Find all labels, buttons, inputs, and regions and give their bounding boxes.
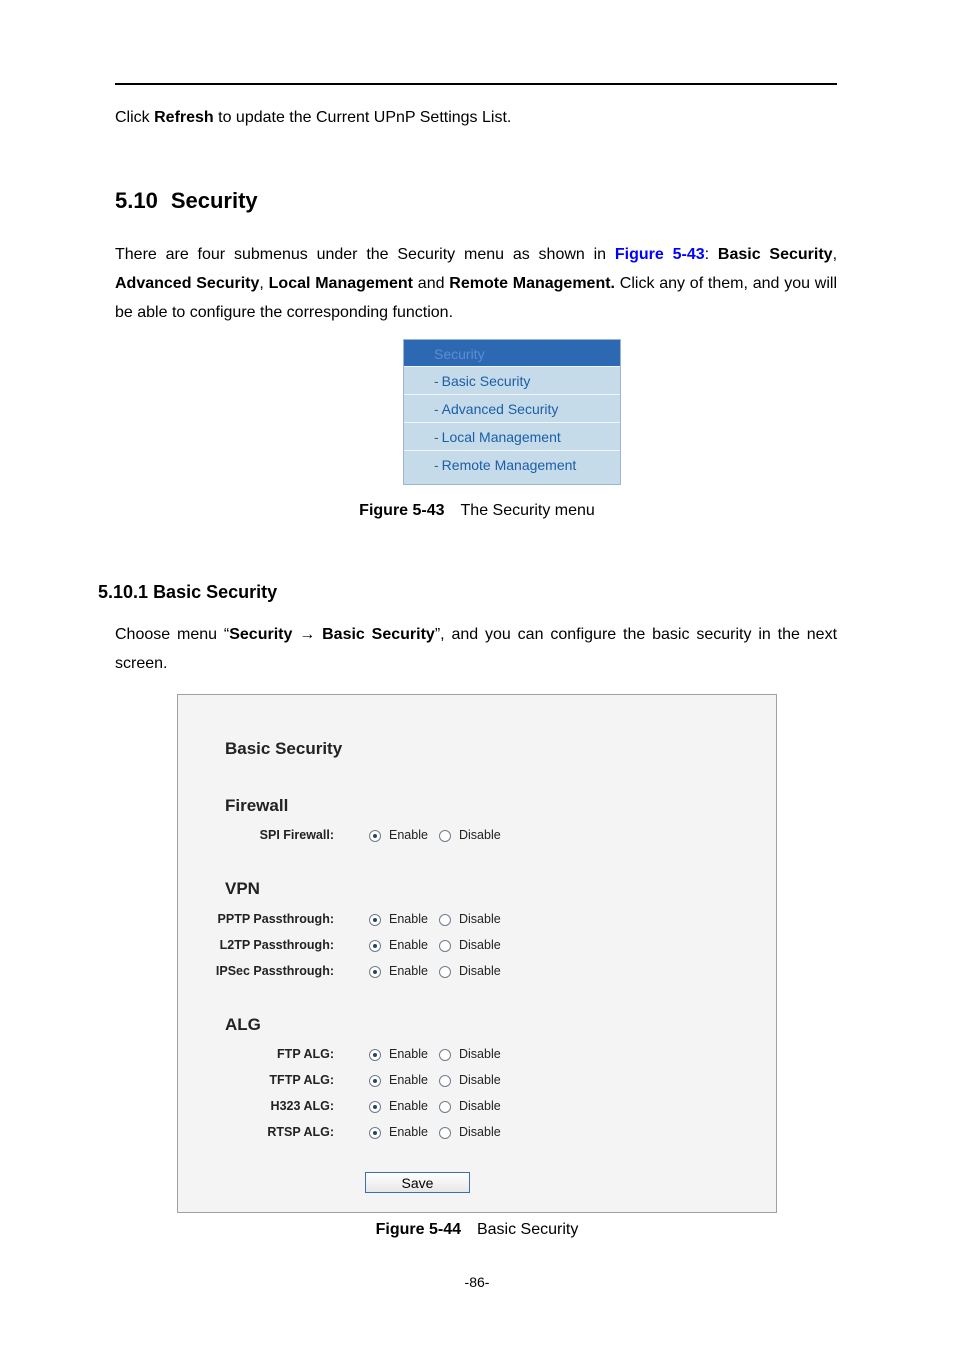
- subsection-title: Basic Security: [153, 582, 278, 602]
- l2tp-passthrough-row: [178, 936, 778, 956]
- l2tp-passthrough-label: L2TP Passthrough:: [219, 938, 334, 952]
- subsection-paragraph: [115, 620, 837, 678]
- pptp-passthrough-enable-radio[interactable]: [369, 914, 381, 926]
- rtsp-alg-label: RTSP ALG:: [267, 1125, 334, 1139]
- h323-alg-row: [178, 1097, 778, 1117]
- pptp-passthrough-disable-radio[interactable]: [439, 914, 451, 926]
- pptp-passthrough-enable-label[interactable]: Enable: [389, 912, 428, 926]
- firewall-heading: Firewall: [225, 796, 289, 815]
- rtsp-alg-enable-radio[interactable]: [369, 1127, 381, 1139]
- intro-text: Click: [115, 109, 155, 126]
- ipsec-passthrough-enable-radio[interactable]: [369, 966, 381, 978]
- ipsec-passthrough-row: [178, 962, 778, 982]
- ipsec-passthrough-label: IPSec Passthrough:: [215, 964, 334, 978]
- tftp-alg-enable-radio[interactable]: [369, 1075, 381, 1087]
- page-number: -86-: [464, 1274, 490, 1290]
- l2tp-passthrough-enable-radio[interactable]: [369, 940, 381, 952]
- refresh-term: Refresh: [154, 109, 214, 126]
- l2tp-passthrough-enable-label[interactable]: Enable: [389, 938, 428, 952]
- rtsp-alg-enable-label[interactable]: Enable: [389, 1125, 428, 1139]
- advanced-security-term: Advanced Security: [115, 275, 260, 292]
- spi-firewall-disable-radio[interactable]: [439, 830, 451, 842]
- section-heading: [115, 188, 258, 214]
- section-paragraph-line-1: There are four submenus under the Security menu as shown in Figure 5-43: Basic Security,: [115, 246, 838, 263]
- pptp-passthrough-disable-label[interactable]: Disable: [459, 912, 501, 926]
- figure-5-44-caption: Figure 5-44 Basic Security: [375, 1221, 579, 1238]
- h323-alg-enable-label[interactable]: Enable: [389, 1099, 428, 1113]
- section-paragraph: [115, 240, 837, 327]
- remote-management-term: Remote Management.: [449, 275, 615, 292]
- subsection-paragraph-line-1: Choose menu “Security → Basic Security”, and you can configure the basic security in the next: [115, 626, 838, 643]
- menu-item-advanced-security[interactable]: - Advanced Security: [404, 394, 620, 422]
- l2tp-passthrough-disable-label[interactable]: Disable: [459, 938, 501, 952]
- ipsec-passthrough-enable-label[interactable]: Enable: [389, 964, 428, 978]
- security-menu-figure: [403, 339, 621, 485]
- tftp-alg-disable-radio[interactable]: [439, 1075, 451, 1087]
- section-paragraph-line-2: Advanced Security, Local Management and Remote Management. Click any of them, and you will: [115, 275, 838, 292]
- section-title: Security: [170, 188, 258, 213]
- l2tp-passthrough-disable-radio[interactable]: [439, 940, 451, 952]
- pptp-passthrough-row: [178, 910, 778, 930]
- header-rule: [115, 83, 837, 85]
- intro-paragraph: [115, 103, 837, 132]
- ftp-alg-row: [178, 1045, 778, 1065]
- tftp-alg-disable-label[interactable]: Disable: [459, 1073, 501, 1087]
- ftp-alg-enable-radio[interactable]: [369, 1049, 381, 1061]
- rtsp-alg-disable-label[interactable]: Disable: [459, 1125, 501, 1139]
- rtsp-alg-row: [178, 1123, 778, 1143]
- spi-firewall-label: SPI Firewall:: [259, 828, 334, 842]
- save-button[interactable]: Save: [365, 1172, 470, 1193]
- h323-alg-label: H323 ALG:: [270, 1099, 334, 1113]
- screenshot-title: Basic Security: [225, 739, 343, 758]
- subsection-paragraph-line-2: screen.: [115, 655, 168, 672]
- subsection-heading: [98, 582, 277, 603]
- menu-item-basic-security[interactable]: - Basic Security: [404, 366, 620, 394]
- spi-firewall-disable-label[interactable]: Disable: [459, 828, 501, 842]
- basic-security-term: Basic Security: [717, 246, 833, 263]
- tftp-alg-enable-label[interactable]: Enable: [389, 1073, 428, 1087]
- spi-firewall-enable-radio[interactable]: [369, 830, 381, 842]
- subsection-number: 5.10.1: [98, 582, 149, 602]
- tftp-alg-label: TFTP ALG:: [269, 1073, 334, 1087]
- ftp-alg-enable-label[interactable]: Enable: [389, 1047, 428, 1061]
- menu-item-remote-management[interactable]: - Remote Management: [404, 450, 620, 478]
- ftp-alg-disable-label[interactable]: Disable: [459, 1047, 501, 1061]
- intro-text-end: to update the Current UPnP Settings List.: [213, 109, 512, 126]
- ftp-alg-label: FTP ALG:: [277, 1047, 334, 1061]
- rtsp-alg-disable-radio[interactable]: [439, 1127, 451, 1139]
- vpn-heading: VPN: [225, 879, 260, 898]
- h323-alg-disable-radio[interactable]: [439, 1101, 451, 1113]
- spi-firewall-row: [178, 826, 778, 846]
- figure-5-43-link[interactable]: Figure 5-43: [614, 246, 705, 263]
- spi-firewall-enable-label[interactable]: Enable: [389, 828, 428, 842]
- figure-5-43-caption: Figure 5-43 The Security menu: [359, 502, 595, 519]
- pptp-passthrough-label: PPTP Passthrough:: [217, 912, 334, 926]
- right-arrow-icon: →: [299, 626, 316, 643]
- basic-security-screenshot: [177, 694, 777, 1213]
- section-number: 5.10: [115, 188, 158, 213]
- ipsec-passthrough-disable-label[interactable]: Disable: [459, 964, 501, 978]
- ftp-alg-disable-radio[interactable]: [439, 1049, 451, 1061]
- h323-alg-disable-label[interactable]: Disable: [459, 1099, 501, 1113]
- menu-item-local-management[interactable]: - Local Management: [404, 422, 620, 450]
- section-paragraph-line-3: be able to configure the corresponding function.: [115, 304, 454, 321]
- ipsec-passthrough-disable-radio[interactable]: [439, 966, 451, 978]
- security-menu-header[interactable]: Security: [404, 340, 620, 366]
- h323-alg-enable-radio[interactable]: [369, 1101, 381, 1113]
- alg-heading: ALG: [225, 1015, 261, 1034]
- local-management-term: Local Management: [268, 275, 414, 292]
- tftp-alg-row: [178, 1071, 778, 1091]
